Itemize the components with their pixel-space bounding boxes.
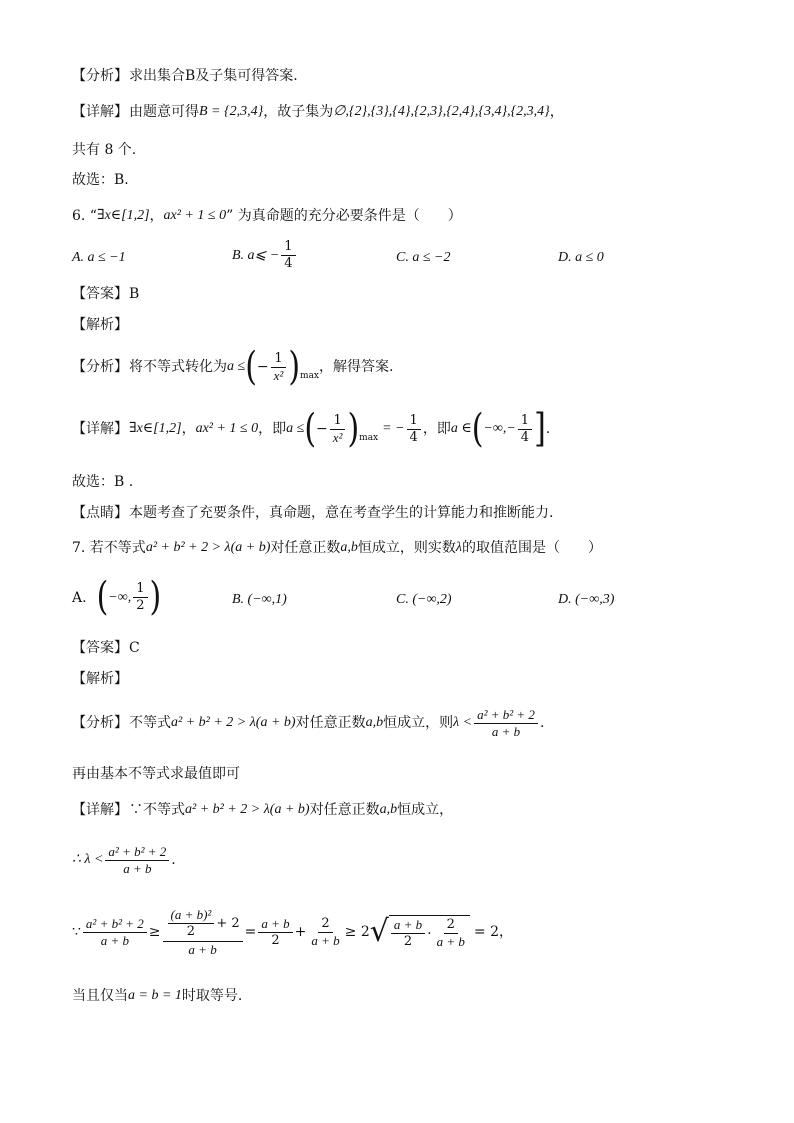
- subsets-math: ∅,{2},{3},{4},{2,3},{2,4},{3,4},{2,3,4}: [333, 104, 550, 119]
- period: .: [539, 715, 545, 732]
- ge-two: ≥ 2: [344, 924, 370, 941]
- choice-text: 故选：B.: [72, 172, 129, 188]
- q6-detail-fraction-2: [407, 414, 421, 446]
- cdot: ·: [427, 925, 432, 942]
- tag-answer: 【答案】: [72, 286, 128, 302]
- q6-comment-text: 本题考查了充要条件，真命题，意在考查学生的计算能力和推断能力.: [129, 505, 554, 521]
- q7-chain-fraction-1: [83, 917, 147, 949]
- denominator: 2: [403, 934, 413, 950]
- q7-detail-line: [72, 802, 754, 819]
- numerator: 1: [518, 414, 532, 430]
- q7-jiexi-line: [72, 671, 754, 688]
- q7-option-b-text: B. (−∞,1): [232, 592, 287, 607]
- q7-hint-line: [72, 766, 754, 783]
- inner-fraction: [168, 908, 215, 940]
- detail-text: 由题意可得: [129, 104, 199, 120]
- period: .: [171, 852, 176, 869]
- numerator: 1: [330, 414, 344, 430]
- q6-answer: B: [129, 286, 140, 302]
- q6-option-d-text: D. a ≤ 0: [558, 250, 604, 265]
- denominator: a + b: [188, 941, 217, 957]
- numerator: 2: [318, 917, 332, 933]
- numerator: 1: [407, 414, 421, 430]
- tag-analysis: 【分析】: [72, 68, 128, 84]
- analysis-text: 求出集合B及子集可得答案.: [129, 68, 298, 84]
- q7-number: 7. 若不等式: [72, 540, 146, 556]
- q7-option-a: [72, 574, 162, 620]
- radical-sign: √: [369, 914, 389, 950]
- q6-detail-fraction-1: [330, 414, 346, 446]
- q6-detail-math-c: a ≤: [286, 421, 305, 437]
- q6-detail-fraction-3: [518, 414, 532, 446]
- numerator: a² + b² + 2: [474, 708, 538, 724]
- tag-jiexi: 【解析】: [72, 671, 128, 687]
- bracket-close: ]: [534, 406, 546, 452]
- denominator: 2: [271, 932, 280, 948]
- q7-equality-math: a = b = 1: [128, 988, 182, 1003]
- q7-analysis-ab: a,b: [365, 715, 384, 731]
- ge-symbol: ≥: [148, 924, 161, 941]
- subscript-max: max: [359, 432, 379, 443]
- q7-option-d-text: D. (−∞,3): [558, 592, 615, 607]
- denominator: x²: [332, 430, 343, 446]
- q6-number: 6. “: [72, 208, 97, 224]
- q7-chain-fraction-4: [308, 917, 342, 949]
- q7-option-a-fraction: [133, 582, 147, 614]
- tag-detail: 【详解】: [72, 802, 128, 818]
- q7-analysis-fraction: [474, 708, 538, 740]
- denominator: 2: [136, 598, 145, 614]
- tag-comment: 【点睛】: [72, 505, 128, 521]
- numerator: 1: [133, 582, 147, 598]
- numerator: a² + b² + 2: [83, 917, 147, 933]
- q7-answer-line: [72, 640, 754, 657]
- numerator: 1: [281, 240, 295, 256]
- plus-symbol: +: [294, 924, 307, 941]
- denominator: 2: [186, 924, 196, 940]
- q6-option-c-text: C. a ≤ −2: [396, 250, 451, 265]
- detail-end: ，: [549, 104, 564, 120]
- q6-option-b-fraction: [281, 240, 295, 272]
- plus-two: + 2: [216, 915, 240, 931]
- q7-option-a-label: A.: [72, 589, 87, 606]
- q6-detail-ji: ，即: [258, 421, 287, 438]
- q6-detail-math-d: a ∈: [450, 421, 472, 437]
- q6-math-b: ax² + 1 ≤ 0: [163, 208, 227, 223]
- q7-analysis-inequality: a² + b² + 2 > λ(a + b): [171, 715, 296, 731]
- paren-close: ): [288, 344, 301, 390]
- paren-close: ): [347, 406, 360, 452]
- q7-detail-text: ∵不等式: [129, 802, 185, 818]
- q6-detail-interval: −∞,−: [483, 421, 516, 437]
- count-line: [72, 142, 754, 159]
- q6-detail-math-b: ax² + 1 ≤ 0: [195, 421, 259, 437]
- question-6-stem: [72, 208, 754, 225]
- q7-chain-fraction-3: [258, 917, 292, 949]
- q6-choice-text: 故选：B .: [72, 474, 134, 490]
- set-b-math: B = {2,3,4}: [199, 104, 264, 119]
- q7-ab: a,b: [340, 540, 358, 555]
- paren-open: (: [304, 406, 317, 452]
- q6-option-b: [232, 240, 298, 272]
- paren-open: (: [96, 574, 109, 620]
- tag-detail: 【详解】: [72, 421, 128, 438]
- q7-text-d: 的取值范围是（ ）: [461, 540, 602, 556]
- q6-detail-line: 【详解】 ∃x∈[1,2] ， ax² + 1 ≤ 0 ，即 a ≤ ( − $\frac{1}{\text{x²}}$ ) max = − $\frac{1}{4}$ ，即 a ∈ ( −∞,− $\frac{1}{4}$ ] .: [72, 406, 551, 452]
- detail-line-q5: [72, 104, 754, 121]
- q6-option-c: [396, 250, 450, 266]
- analysis-line-q5: [72, 68, 754, 85]
- q7-detail-ab: a,b: [379, 802, 398, 817]
- q6-choice-line: [72, 474, 754, 491]
- q7-option-a-math: −∞,: [108, 589, 132, 605]
- denominator: a + b: [123, 861, 152, 877]
- q6-option-a-text: A. a ≤ −1: [72, 250, 126, 265]
- eq-symbol: =: [244, 924, 257, 941]
- numerator: (a + b)²: [168, 908, 215, 924]
- sqrt-fraction-1: [391, 918, 425, 950]
- paren-open: (: [245, 344, 257, 390]
- q7-analysis-text: 不等式: [129, 715, 171, 732]
- q6-analysis-end: ，解得答案.: [319, 359, 394, 376]
- choice-line-q5: [72, 172, 754, 189]
- numerator: a² + b² + 2: [105, 845, 169, 861]
- q7-analysis-lambda: λ <: [453, 715, 473, 731]
- eq-two: = 2: [473, 924, 499, 941]
- tag-analysis: 【分析】: [72, 715, 128, 732]
- denominator: a + b: [491, 724, 521, 740]
- numerator: a + b: [258, 917, 292, 933]
- denominator: a + b: [311, 932, 340, 948]
- q7-text-c: 恒成立，则实数: [357, 540, 456, 556]
- q7-detail-text-c: 恒成立，: [397, 802, 454, 818]
- sqrt-fraction-2: [434, 918, 468, 950]
- q7-inequality: a² + b² + 2 > λ(a + b): [145, 540, 271, 555]
- denominator: a + b: [436, 934, 465, 950]
- q6-detail-comma: ，: [181, 421, 196, 438]
- count-text: 共有 8 个.: [72, 142, 137, 158]
- detail-text-b: ，故子集为: [263, 104, 334, 120]
- q7-detail-inequality: a² + b² + 2 > λ(a + b): [185, 802, 310, 817]
- tag-analysis: 【分析】: [72, 359, 128, 376]
- q6-comma: ，: [149, 208, 164, 224]
- paren-open: (: [471, 406, 484, 452]
- denominator: x²: [273, 368, 284, 384]
- q7-equality-line: [72, 988, 754, 1005]
- numerator: 2: [444, 918, 458, 934]
- radicand: [389, 915, 470, 950]
- numerator: 1: [271, 352, 285, 368]
- denominator: 4: [520, 430, 530, 446]
- q7-option-d: [558, 592, 614, 608]
- tag-answer: 【答案】: [72, 640, 128, 656]
- q6-jiexi-line: [72, 317, 754, 334]
- q6-detail-eq: = −: [382, 421, 405, 437]
- q7-equality-text: 当且仅当: [72, 988, 128, 1004]
- tag-jiexi: 【解析】: [72, 317, 128, 333]
- q7-therefore-line: [72, 845, 754, 877]
- q6-detail-math-a: ∃x∈[1,2]: [129, 421, 182, 437]
- q6-analysis-fraction: [271, 352, 287, 384]
- q7-option-c-text: C. (−∞,2): [396, 592, 452, 607]
- q7-option-c: [396, 592, 452, 608]
- q7-text-b: 对任意正数: [270, 540, 341, 556]
- denominator: 4: [284, 256, 293, 272]
- q7-option-b: [232, 592, 287, 608]
- q6-analysis-math: a ≤: [227, 359, 246, 375]
- q7-equality-end: 时取等号.: [181, 988, 243, 1004]
- q6-analysis-line: 【分析】 将不等式转化为 a ≤ ( − $\frac{1}{\text{x²}}$ ) max ，解得答案.: [72, 344, 394, 390]
- q6-answer-line: [72, 286, 754, 303]
- q6-math-a: ∃x∈[1,2]: [96, 208, 150, 223]
- q6-detail-ji-2: ，即: [422, 421, 451, 438]
- paren-close: ): [149, 574, 162, 620]
- question-7-stem: [72, 540, 754, 557]
- q6-analysis-text: 将不等式转化为: [129, 359, 227, 376]
- denominator: a + b: [100, 932, 129, 948]
- q6-option-b-text: B. a⩽ −: [232, 248, 280, 264]
- q7-chain-fraction-2: [163, 908, 243, 957]
- q6-stem-text: ” 为真命题的充分必要条件是（ ）: [226, 208, 462, 224]
- numerator: a + b: [391, 918, 425, 934]
- subscript-max: max: [300, 370, 320, 381]
- q7-answer: C: [129, 640, 140, 656]
- q7-analysis-line: [72, 708, 754, 740]
- comma: ，: [498, 924, 513, 941]
- sqrt-expression: [370, 915, 470, 950]
- compound-numerator: [163, 908, 243, 942]
- q6-comment-line: [72, 505, 754, 522]
- denominator: 4: [409, 430, 418, 446]
- q7-lambda: λ: [455, 540, 462, 555]
- q6-option-d: [558, 250, 604, 266]
- q7-hint-text: 再由基本不等式求最值即可: [72, 766, 240, 782]
- q7-therefore-fraction: [105, 845, 169, 877]
- q6-option-a: [72, 250, 126, 266]
- q7-detail-text-b: 对任意正数: [309, 802, 380, 818]
- tag-detail: 【详解】: [72, 104, 128, 120]
- because-symbol: ∵: [72, 924, 81, 941]
- q7-analysis-text-b: 对任意正数: [295, 715, 366, 732]
- q7-therefore: ∴ λ <: [72, 852, 104, 868]
- q7-analysis-text-c: 恒成立，则: [383, 715, 454, 732]
- q7-chain-line: [72, 908, 754, 957]
